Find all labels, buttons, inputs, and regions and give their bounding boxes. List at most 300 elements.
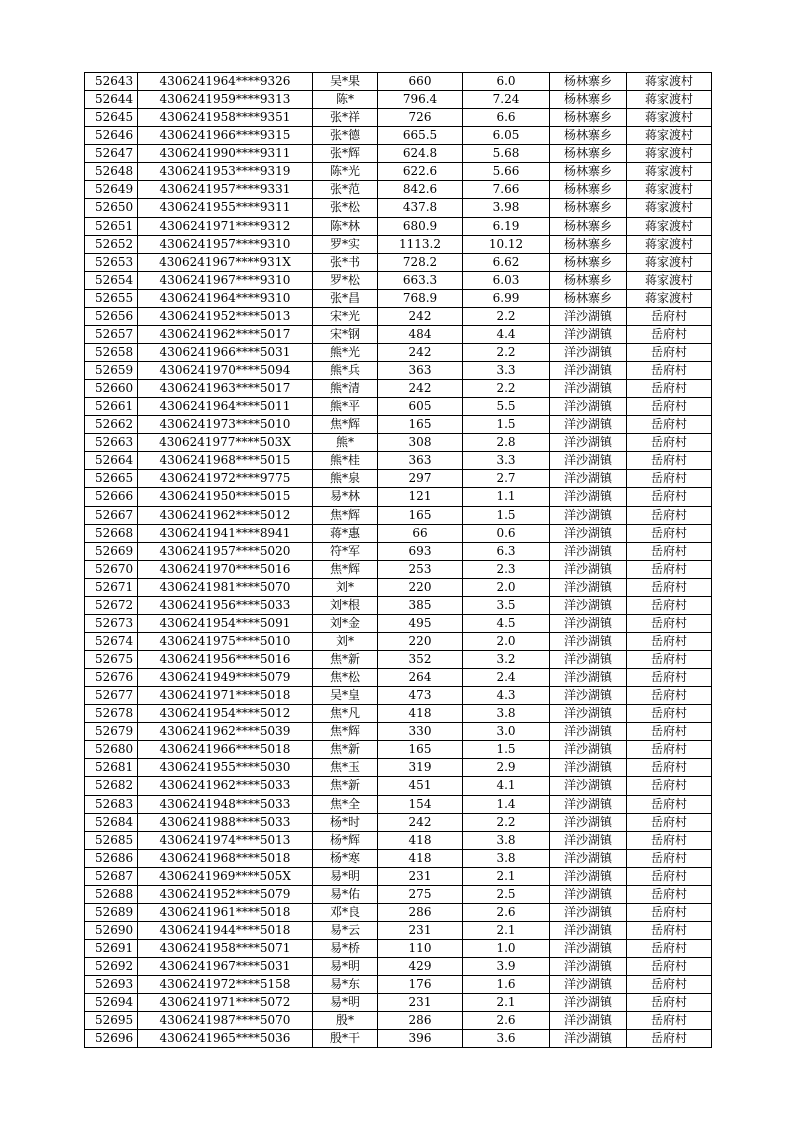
row-number-cell: 52695 [85,1012,138,1030]
row-number-cell: 52656 [85,307,138,325]
table-row [85,849,712,867]
row-number-cell: 52662 [85,416,138,434]
person-name-cell: 殷*干 [313,1030,378,1048]
village-cell: 岳府村 [627,506,712,524]
village-cell: 蒋家渡村 [627,91,712,109]
person-name-cell: 焦*松 [313,669,378,687]
row-number-cell: 52688 [85,885,138,903]
row-number-cell: 52646 [85,127,138,145]
area-cell: 2.8 [463,434,550,452]
id-number-cell: 4306241970****5016 [138,560,313,578]
village-cell: 岳府村 [627,687,712,705]
village-cell: 岳府村 [627,669,712,687]
township-cell: 洋沙湖镇 [550,506,627,524]
id-number-cell: 4306241966****5018 [138,741,313,759]
person-name-cell: 焦*玉 [313,759,378,777]
id-number-cell: 4306241964****5011 [138,398,313,416]
table-row [85,994,712,1012]
table-row [85,380,712,398]
amount-cell: 231 [378,994,463,1012]
row-number-cell: 52689 [85,903,138,921]
person-name-cell: 焦*全 [313,795,378,813]
amount-cell: 768.9 [378,289,463,307]
person-name-cell: 宋*光 [313,307,378,325]
person-name-cell: 熊*光 [313,343,378,361]
id-number-cell: 4306241952****5013 [138,307,313,325]
id-number-cell: 4306241970****5094 [138,362,313,380]
row-number-cell: 52650 [85,199,138,217]
area-cell: 3.0 [463,723,550,741]
village-cell: 岳府村 [627,470,712,488]
table-row [85,163,712,181]
id-number-cell: 4306241968****5018 [138,849,313,867]
amount-cell: 308 [378,434,463,452]
person-name-cell: 杨*寒 [313,849,378,867]
township-cell: 杨林寨乡 [550,127,627,145]
row-number-cell: 52644 [85,91,138,109]
row-number-cell: 52683 [85,795,138,813]
person-name-cell: 熊*泉 [313,470,378,488]
township-cell: 洋沙湖镇 [550,921,627,939]
township-cell: 杨林寨乡 [550,253,627,271]
id-number-cell: 4306241967****5031 [138,958,313,976]
village-cell: 岳府村 [627,488,712,506]
township-cell: 洋沙湖镇 [550,1030,627,1048]
table-row [85,813,712,831]
amount-cell: 242 [378,307,463,325]
id-number-cell: 4306241975****5010 [138,632,313,650]
township-cell: 洋沙湖镇 [550,470,627,488]
township-cell: 洋沙湖镇 [550,777,627,795]
id-number-cell: 4306241971****5018 [138,687,313,705]
table-row [85,687,712,705]
id-number-cell: 4306241944****5018 [138,921,313,939]
person-name-cell: 罗*实 [313,235,378,253]
person-name-cell: 焦*新 [313,777,378,795]
township-cell: 杨林寨乡 [550,271,627,289]
village-cell: 岳府村 [627,1030,712,1048]
person-name-cell: 易*明 [313,958,378,976]
village-cell: 岳府村 [627,903,712,921]
amount-cell: 154 [378,795,463,813]
row-number-cell: 52647 [85,145,138,163]
village-cell: 岳府村 [627,380,712,398]
village-cell: 岳府村 [627,795,712,813]
person-name-cell: 焦*新 [313,741,378,759]
village-cell: 岳府村 [627,560,712,578]
row-number-cell: 52693 [85,976,138,994]
row-number-cell: 52677 [85,687,138,705]
person-name-cell: 蒋*惠 [313,524,378,542]
row-number-cell: 52661 [85,398,138,416]
row-number-cell: 52664 [85,452,138,470]
area-cell: 1.5 [463,741,550,759]
area-cell: 6.05 [463,127,550,145]
township-cell: 洋沙湖镇 [550,380,627,398]
amount-cell: 437.8 [378,199,463,217]
row-number-cell: 52648 [85,163,138,181]
amount-cell: 352 [378,651,463,669]
village-cell: 岳府村 [627,940,712,958]
village-cell: 岳府村 [627,524,712,542]
area-cell: 6.19 [463,217,550,235]
township-cell: 洋沙湖镇 [550,867,627,885]
area-cell: 4.5 [463,614,550,632]
village-cell: 岳府村 [627,325,712,343]
amount-cell: 363 [378,362,463,380]
village-cell: 岳府村 [627,705,712,723]
person-name-cell: 焦*辉 [313,723,378,741]
area-cell: 3.98 [463,199,550,217]
township-cell: 洋沙湖镇 [550,976,627,994]
village-cell: 岳府村 [627,885,712,903]
area-cell: 2.2 [463,380,550,398]
township-cell: 杨林寨乡 [550,289,627,307]
id-number-cell: 4306241973****5010 [138,416,313,434]
village-cell: 岳府村 [627,741,712,759]
village-cell: 蒋家渡村 [627,217,712,235]
village-cell: 岳府村 [627,343,712,361]
id-number-cell: 4306241967****9310 [138,271,313,289]
row-number-cell: 52652 [85,235,138,253]
area-cell: 2.1 [463,921,550,939]
township-cell: 洋沙湖镇 [550,343,627,361]
amount-cell: 231 [378,921,463,939]
row-number-cell: 52691 [85,940,138,958]
village-cell: 岳府村 [627,632,712,650]
row-number-cell: 52686 [85,849,138,867]
person-name-cell: 熊*清 [313,380,378,398]
id-number-cell: 4306241990****9311 [138,145,313,163]
id-number-cell: 4306241971****9312 [138,217,313,235]
area-cell: 2.7 [463,470,550,488]
id-number-cell: 4306241961****5018 [138,903,313,921]
area-cell: 2.5 [463,885,550,903]
village-cell: 岳府村 [627,596,712,614]
township-cell: 洋沙湖镇 [550,849,627,867]
area-cell: 1.5 [463,506,550,524]
village-cell: 岳府村 [627,777,712,795]
amount-cell: 242 [378,343,463,361]
id-number-cell: 4306241962****5017 [138,325,313,343]
village-cell: 岳府村 [627,723,712,741]
person-name-cell: 杨*辉 [313,831,378,849]
table-row [85,669,712,687]
area-cell: 3.2 [463,651,550,669]
village-cell: 蒋家渡村 [627,289,712,307]
row-number-cell: 52694 [85,994,138,1012]
area-cell: 2.2 [463,343,550,361]
village-cell: 岳府村 [627,542,712,560]
township-cell: 洋沙湖镇 [550,398,627,416]
row-number-cell: 52668 [85,524,138,542]
row-number-cell: 52674 [85,632,138,650]
row-number-cell: 52685 [85,831,138,849]
table-row [85,741,712,759]
table-row [85,416,712,434]
village-cell: 岳府村 [627,976,712,994]
person-name-cell: 张*范 [313,181,378,199]
table-row [85,831,712,849]
table-row [85,452,712,470]
village-cell: 岳府村 [627,578,712,596]
township-cell: 杨林寨乡 [550,145,627,163]
township-cell: 洋沙湖镇 [550,669,627,687]
township-cell: 洋沙湖镇 [550,994,627,1012]
township-cell: 杨林寨乡 [550,109,627,127]
township-cell: 洋沙湖镇 [550,307,627,325]
area-cell: 3.6 [463,1030,550,1048]
amount-cell: 624.8 [378,145,463,163]
person-name-cell: 邓*良 [313,903,378,921]
township-cell: 洋沙湖镇 [550,958,627,976]
person-name-cell: 焦*辉 [313,416,378,434]
area-cell: 1.0 [463,940,550,958]
person-name-cell: 熊* [313,434,378,452]
township-cell: 杨林寨乡 [550,181,627,199]
village-cell: 岳府村 [627,813,712,831]
amount-cell: 363 [378,452,463,470]
township-cell: 洋沙湖镇 [550,813,627,831]
id-number-cell: 4306241955****9311 [138,199,313,217]
township-cell: 杨林寨乡 [550,73,627,91]
row-number-cell: 52665 [85,470,138,488]
person-name-cell: 易*佑 [313,885,378,903]
village-cell: 岳府村 [627,831,712,849]
area-cell: 2.9 [463,759,550,777]
township-cell: 洋沙湖镇 [550,1012,627,1030]
village-cell: 岳府村 [627,849,712,867]
township-cell: 杨林寨乡 [550,235,627,253]
area-cell: 6.3 [463,542,550,560]
area-cell: 2.0 [463,632,550,650]
township-cell: 洋沙湖镇 [550,596,627,614]
village-cell: 蒋家渡村 [627,181,712,199]
table-row [85,91,712,109]
id-number-cell: 4306241972****5158 [138,976,313,994]
id-number-cell: 4306241965****5036 [138,1030,313,1048]
amount-cell: 451 [378,777,463,795]
table-row [85,145,712,163]
amount-cell: 418 [378,849,463,867]
area-cell: 7.24 [463,91,550,109]
id-number-cell: 4306241955****5030 [138,759,313,777]
area-cell: 2.6 [463,903,550,921]
id-number-cell: 4306241966****5031 [138,343,313,361]
person-name-cell: 陈*光 [313,163,378,181]
township-cell: 洋沙湖镇 [550,452,627,470]
area-cell: 3.8 [463,705,550,723]
row-number-cell: 52673 [85,614,138,632]
village-cell: 蒋家渡村 [627,127,712,145]
row-number-cell: 52667 [85,506,138,524]
table-row [85,362,712,380]
row-number-cell: 52679 [85,723,138,741]
row-number-cell: 52687 [85,867,138,885]
table-row [85,940,712,958]
amount-cell: 220 [378,632,463,650]
township-cell: 洋沙湖镇 [550,795,627,813]
person-name-cell: 张*祥 [313,109,378,127]
id-number-cell: 4306241949****5079 [138,669,313,687]
amount-cell: 297 [378,470,463,488]
table-row [85,470,712,488]
township-cell: 洋沙湖镇 [550,651,627,669]
amount-cell: 429 [378,958,463,976]
area-cell: 4.4 [463,325,550,343]
person-name-cell: 易*云 [313,921,378,939]
township-cell: 洋沙湖镇 [550,524,627,542]
area-cell: 3.8 [463,831,550,849]
person-name-cell: 易*林 [313,488,378,506]
area-cell: 6.62 [463,253,550,271]
area-cell: 1.4 [463,795,550,813]
table-row [85,307,712,325]
table-row [85,614,712,632]
village-cell: 蒋家渡村 [627,253,712,271]
village-cell: 蒋家渡村 [627,163,712,181]
amount-cell: 385 [378,596,463,614]
id-number-cell: 4306241988****5033 [138,813,313,831]
id-number-cell: 4306241966****9315 [138,127,313,145]
amount-cell: 680.9 [378,217,463,235]
area-cell: 1.1 [463,488,550,506]
row-number-cell: 52671 [85,578,138,596]
amount-cell: 110 [378,940,463,958]
area-cell: 1.6 [463,976,550,994]
township-cell: 洋沙湖镇 [550,325,627,343]
township-cell: 洋沙湖镇 [550,885,627,903]
id-number-cell: 4306241963****5017 [138,380,313,398]
table-row [85,235,712,253]
id-number-cell: 4306241957****9331 [138,181,313,199]
table-row [85,271,712,289]
amount-cell: 286 [378,1012,463,1030]
amount-cell: 66 [378,524,463,542]
id-number-cell: 4306241962****5033 [138,777,313,795]
village-cell: 岳府村 [627,452,712,470]
person-name-cell: 焦*辉 [313,560,378,578]
row-number-cell: 52681 [85,759,138,777]
table-row [85,217,712,235]
amount-cell: 418 [378,705,463,723]
village-cell: 岳府村 [627,759,712,777]
table-row [85,73,712,91]
person-name-cell: 吴*果 [313,73,378,91]
row-number-cell: 52655 [85,289,138,307]
village-cell: 岳府村 [627,958,712,976]
village-cell: 岳府村 [627,867,712,885]
row-number-cell: 52659 [85,362,138,380]
area-cell: 2.3 [463,560,550,578]
row-number-cell: 52696 [85,1030,138,1048]
person-name-cell: 张*昌 [313,289,378,307]
id-number-cell: 4306241954****5012 [138,705,313,723]
area-cell: 7.66 [463,181,550,199]
table-row [85,109,712,127]
amount-cell: 242 [378,380,463,398]
township-cell: 洋沙湖镇 [550,903,627,921]
township-cell: 洋沙湖镇 [550,723,627,741]
area-cell: 0.6 [463,524,550,542]
amount-cell: 165 [378,741,463,759]
row-number-cell: 52680 [85,741,138,759]
area-cell: 2.4 [463,669,550,687]
row-number-cell: 52678 [85,705,138,723]
row-number-cell: 52684 [85,813,138,831]
area-cell: 3.3 [463,452,550,470]
table-row [85,921,712,939]
township-cell: 洋沙湖镇 [550,831,627,849]
area-cell: 2.0 [463,578,550,596]
row-number-cell: 52672 [85,596,138,614]
township-cell: 洋沙湖镇 [550,542,627,560]
village-cell: 岳府村 [627,434,712,452]
row-number-cell: 52660 [85,380,138,398]
row-number-cell: 52657 [85,325,138,343]
row-number-cell: 52670 [85,560,138,578]
id-number-cell: 4306241954****5091 [138,614,313,632]
id-number-cell: 4306241987****5070 [138,1012,313,1030]
amount-cell: 728.2 [378,253,463,271]
table-row [85,759,712,777]
amount-cell: 663.3 [378,271,463,289]
id-number-cell: 4306241952****5079 [138,885,313,903]
amount-cell: 165 [378,416,463,434]
amount-cell: 693 [378,542,463,560]
amount-cell: 264 [378,669,463,687]
amount-cell: 121 [378,488,463,506]
row-number-cell: 52690 [85,921,138,939]
person-name-cell: 符*军 [313,542,378,560]
area-cell: 4.3 [463,687,550,705]
area-cell: 2.6 [463,1012,550,1030]
table-row [85,325,712,343]
amount-cell: 319 [378,759,463,777]
amount-cell: 253 [378,560,463,578]
village-cell: 岳府村 [627,651,712,669]
id-number-cell: 4306241958****9351 [138,109,313,127]
row-number-cell: 52651 [85,217,138,235]
amount-cell: 330 [378,723,463,741]
amount-cell: 418 [378,831,463,849]
id-number-cell: 4306241948****5033 [138,795,313,813]
area-cell: 2.2 [463,813,550,831]
township-cell: 杨林寨乡 [550,91,627,109]
area-cell: 6.03 [463,271,550,289]
township-cell: 洋沙湖镇 [550,759,627,777]
person-name-cell: 张*书 [313,253,378,271]
area-cell: 3.3 [463,362,550,380]
person-name-cell: 熊*桂 [313,452,378,470]
table-row [85,199,712,217]
table-row [85,958,712,976]
township-cell: 洋沙湖镇 [550,434,627,452]
person-name-cell: 易*东 [313,976,378,994]
id-number-cell: 4306241950****5015 [138,488,313,506]
person-name-cell: 易*明 [313,994,378,1012]
amount-cell: 165 [378,506,463,524]
row-number-cell: 52663 [85,434,138,452]
township-cell: 杨林寨乡 [550,163,627,181]
amount-cell: 495 [378,614,463,632]
id-number-cell: 4306241974****5013 [138,831,313,849]
area-cell: 2.2 [463,307,550,325]
table-row [85,506,712,524]
township-cell: 洋沙湖镇 [550,578,627,596]
person-name-cell: 焦*新 [313,651,378,669]
area-cell: 5.66 [463,163,550,181]
